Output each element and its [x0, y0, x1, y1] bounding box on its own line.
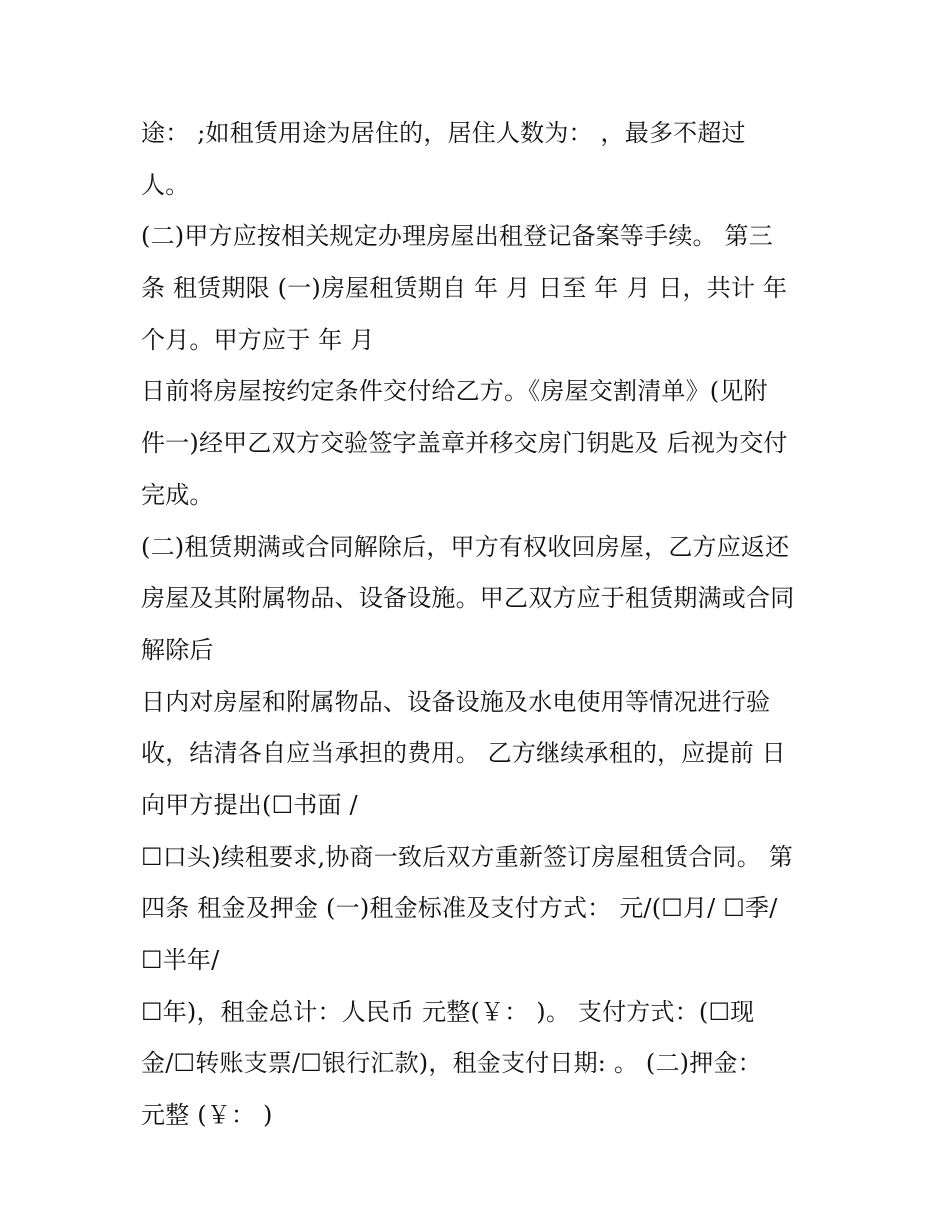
text-line: (二)甲方应按相关规定办理房屋出租登记备案等手续。 第三: [141, 222, 773, 251]
text-line: 金/☐转账支票/☐银行汇款)，租金支付日期: 。 (二)押金：: [141, 1049, 762, 1078]
text-line: 件一)经甲乙双方交验签字盖章并移交房门钥匙及 后视为交付: [141, 429, 788, 458]
text-line: ☐年)，租金总计：人民币 元整(￥： )。 支付方式：(☐现: [141, 997, 755, 1026]
text-line: 向甲方提出(☐书面 /: [141, 790, 358, 819]
text-line: 日前将房屋按约定条件交付给乙方。《房屋交割清单》(见附: [141, 377, 768, 406]
text-line: 人。: [141, 170, 190, 199]
text-line: 完成。: [141, 480, 214, 509]
text-line: ☐半年/: [141, 946, 220, 974]
text-line: 途： ;如租赁用途为居住的，居住人数为： ，最多不超过: [141, 119, 746, 147]
text-line: 个月。甲方应于 年 月: [141, 325, 375, 354]
text-line: 收，结清各自应当承担的费用。 乙方继续承租的，应提前 日: [141, 739, 786, 768]
text-line: 日内对房屋和附属物品、设备设施及水电使用等情况进行验: [141, 687, 771, 716]
contract-text: [141, 108, 831, 1142]
text-line: 四条 租金及押金 (一)租金标准及支付方式： 元/(☐月/ ☐季/: [141, 894, 778, 923]
text-line: 元整 (￥： ): [141, 1101, 273, 1130]
text-line: ☐口头)续租要求,协商一致后双方重新签订房屋租赁合同。 第: [141, 842, 793, 871]
text-line: 解除后: [141, 635, 214, 664]
text-line: 条 租赁期限 (一)房屋租赁期自 年 月 日至 年 月 日，共计 年: [141, 274, 788, 303]
text-line: 房屋及其附属物品、设备设施。甲乙双方应于租赁期满或合同: [141, 584, 795, 613]
text-line: (二)租赁期满或合同解除后，甲方有权收回房屋，乙方应返还: [141, 532, 790, 561]
